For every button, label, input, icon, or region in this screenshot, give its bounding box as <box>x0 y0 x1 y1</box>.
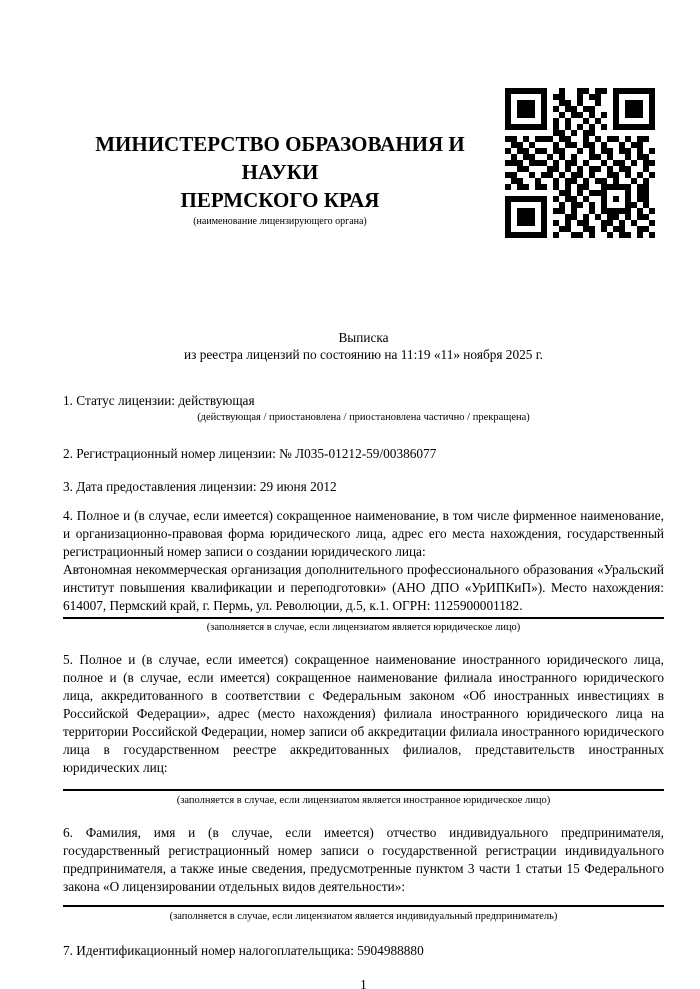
document-title <box>63 330 664 363</box>
legal-entity-caption: (заполняется в случае, если лицензиатом является юридическое лицо) <box>206 622 521 633</box>
license-status-options-caption: (действующая / приостановлена / приостановлена частично / прекращена) <box>197 412 530 423</box>
ministry-name-line1: МИНИСТЕРСТВО ОБРАЗОВАНИЯ И НАУКИ <box>95 132 465 184</box>
individual-entrepreneur-underline <box>63 905 664 907</box>
licensing-authority-header <box>63 130 497 228</box>
registration-number-line: 2. Регистрационный номер лицензии: № Л035-01212-59/00386077 <box>63 446 437 461</box>
page-number: 1 <box>360 977 367 989</box>
legal-entity-underline <box>63 617 664 619</box>
ministry-name-line2: ПЕРМСКОГО КРАЯ <box>180 188 380 212</box>
license-grant-date-line: 3. Дата предоставления лицензии: 29 июня 2012 <box>63 479 337 494</box>
legal-entity-label: 4. Полное и (в случае, если имеется) сокращенное наименование, в том числе фирменное наименование, и организационно-правовая форма юридического лица, адрес его места нахождения, государственный регистрационный номер записи о создании юридического лица: <box>63 508 664 559</box>
legal-entity-value: Автономная некоммерческая организация дополнительного профессионального образования «Уральский институт повышения квалификации и переподготовки» (АНО ДПО «УрИПКиП»). Место нахождения: 614007, Пермский край, г. Пермь, ул. Революции, д.5, к.1. ОГРН: 1125900001182. <box>63 562 664 613</box>
individual-entrepreneur-caption: (заполняется в случае, если лицензиатом является индивидуальный предприниматель) <box>169 911 558 922</box>
licensing-authority-caption: (наименование лицензирующего органа) <box>193 216 367 227</box>
license-status-line: 1. Статус лицензии: действующая <box>63 393 255 408</box>
taxpayer-id-line: 7. Идентификационный номер налогоплательщика: 5904988880 <box>63 943 424 958</box>
foreign-entity-caption: (заполняется в случае, если лицензиатом является иностранное юридическое лицо) <box>176 795 551 806</box>
document-title-line2: из реестра лицензий по состоянию на 11:19 «11» ноября 2025 г. <box>184 346 543 362</box>
foreign-entity-underline <box>63 789 664 791</box>
document-title-line1: Выписка <box>338 330 389 345</box>
foreign-entity-label: 5. Полное и (в случае, если имеется) сокращенное наименование иностранного юридического лица, полное и (в случае, если имеется) сокращенное наименование филиала иностранного юридического лица, аккредитованного в соответствии с Федеральным законом «Об иностранных инвестициях в Российской Федерации», адрес (место нахождения) филиала иностранного юридического лица на территории Российской Федерации, номер записи об аккредитации филиала иностранного юридического лица в государственном реестре аккредитованных филиалов, представительств иностранных юридических лиц: <box>63 652 664 775</box>
individual-entrepreneur-label: 6. Фамилия, имя и (в случае, если имеется) отчество индивидуального предпринимателя, государственный регистрационный номер записи о государственной регистрации индивидуального предпринимателя, а также иные сведения, предусмотренные пунктом 3 части 1 статьи 15 Федерального закона «О лицензировании отдельных видов деятельности»: <box>63 825 664 894</box>
qr-code-icon <box>505 88 655 238</box>
